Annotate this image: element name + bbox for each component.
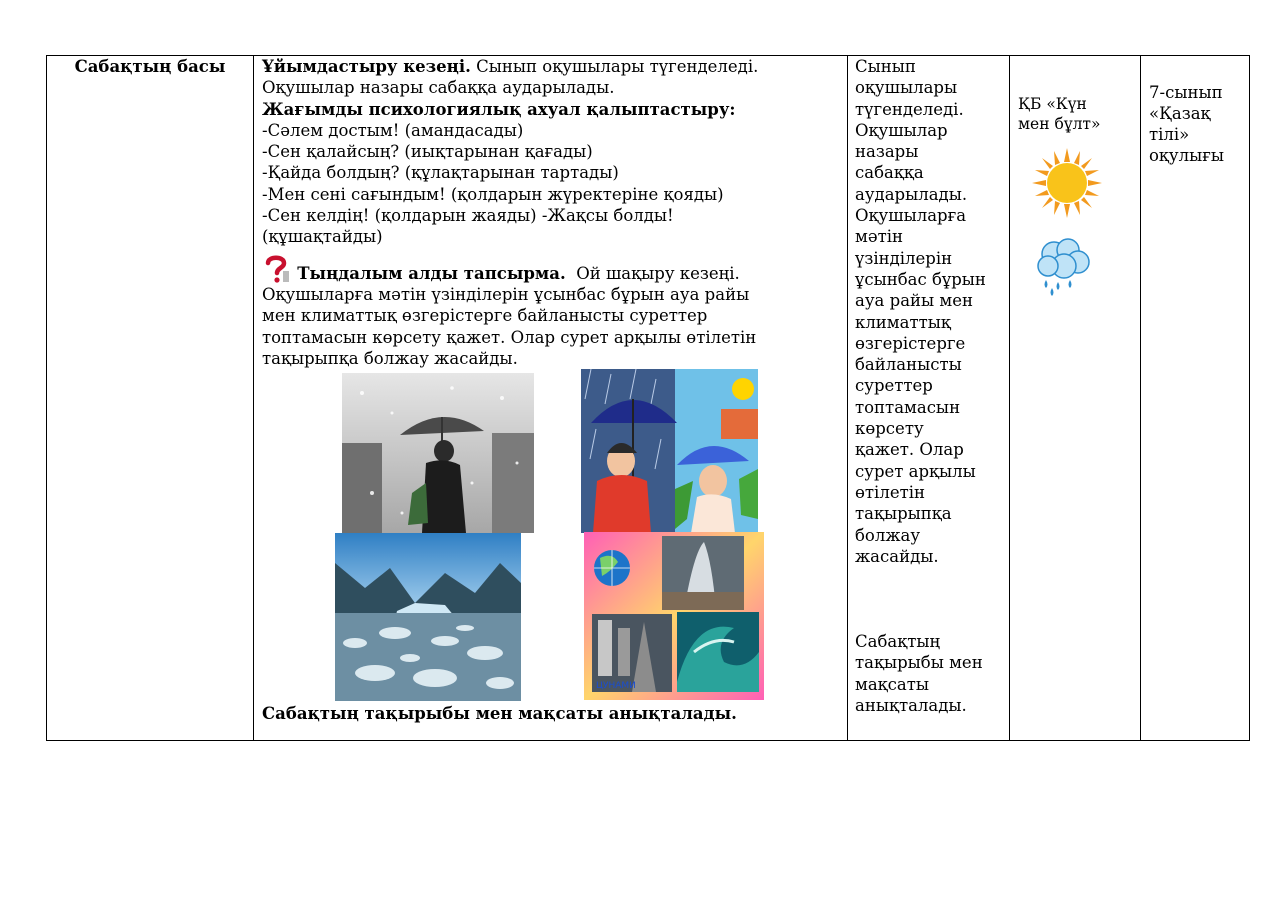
- collage-label: ЦУНАМИ: [596, 681, 636, 692]
- mid-line: аударылады.: [855, 184, 968, 204]
- task-line: Оқушыларға мәтін үзінділерін ұсынбас бұрын ауа райы: [262, 284, 750, 304]
- dialog-line: -Мен сені сағындым! (қолдарын жүректеріне қояды): [262, 184, 724, 204]
- disasters-collage: [584, 532, 764, 700]
- org-line: [262, 56, 839, 77]
- assessment-line: мен бұлт»: [1018, 115, 1101, 133]
- mid-line: Оқушыларға: [855, 206, 967, 226]
- mid-line: үзінділерін: [855, 248, 953, 268]
- psych-title: Жағымды психологиялық ахуал қалыптастыру:: [262, 99, 736, 119]
- mid-line: өзгерістерге: [855, 333, 966, 353]
- glacier-photo: [335, 533, 521, 701]
- dialog-line: -Қайда болдың? (құлақтарынан тартады): [262, 163, 619, 183]
- mid-line: сурет арқылы: [855, 461, 976, 481]
- weather-pictures: [262, 373, 839, 703]
- mid-line: Сабақтың: [855, 632, 941, 652]
- mid-line: назары: [855, 142, 919, 162]
- stage-title: Сабақтың басы: [74, 57, 226, 76]
- resource-line: 7-сынып: [1149, 83, 1223, 102]
- lesson-goal-text: Сабақтың тақырыбы мен мақсаты анықталады.: [262, 704, 737, 724]
- task-line: топтамасын көрсету қажет. Олар сурет арқылы өтілетін: [262, 327, 757, 347]
- lesson-plan-table: [46, 55, 1250, 741]
- task-intro: Ой шақыру кезеңі.: [576, 263, 740, 283]
- dialog-line: (құшақтайды): [262, 227, 383, 247]
- org-text: Сынып оқушылары түгенделеді.: [476, 57, 759, 76]
- resource-line: «Қазақ: [1149, 104, 1211, 123]
- sun-icon: [1030, 146, 1104, 220]
- mid-line: қажет. Олар: [855, 440, 964, 460]
- mid-line: оқушылары: [855, 78, 958, 98]
- snow-umbrella-photo: [342, 373, 534, 533]
- mid-line: ұсынбас бұрын: [855, 269, 986, 289]
- mid-line: топтамасын: [855, 397, 961, 417]
- mid-line: түгенделеді.: [855, 99, 964, 119]
- mid-line: көрсету: [855, 419, 924, 439]
- mid-line: мәтін: [855, 227, 904, 247]
- mid-line: суреттер: [855, 376, 933, 396]
- resource-line: оқулығы: [1149, 146, 1225, 165]
- mid-line: байланысты: [855, 355, 962, 375]
- task-block: [262, 254, 839, 369]
- assessment-line: ҚБ «Күн: [1018, 95, 1087, 113]
- dialog-line: -Сәлем достым! (амандасады): [262, 120, 524, 140]
- mid-line: ауа райы мен: [855, 291, 973, 311]
- assessment-cell: [1010, 56, 1141, 741]
- org-title: Ұйымдастыру кезеңі.: [262, 57, 471, 76]
- dialog-line: -Сен келдің! (қолдарын жаяды) -Жақсы болды!: [262, 206, 674, 226]
- question-mark-icon: [262, 254, 292, 284]
- task-line: мен климаттық өзгерістерге байланысты суреттер: [262, 306, 708, 326]
- task-title: Тыңдалым алды тапсырма.: [297, 263, 566, 283]
- rain-cloud-icon: [1032, 234, 1096, 298]
- rain-and-sun-illustration: [581, 369, 758, 533]
- mid-line: климаттық: [855, 312, 951, 332]
- stage-cell: [47, 56, 254, 741]
- mid-line: анықталады.: [855, 696, 967, 716]
- resource-line: тілі»: [1149, 125, 1190, 144]
- mid-line: жасайды.: [855, 546, 939, 566]
- main-activity-cell: [254, 56, 848, 741]
- teacher-activity-cell: [848, 56, 1010, 741]
- mid-line: болжау: [855, 525, 921, 545]
- mid-line: сабаққа: [855, 163, 924, 183]
- mid-line: өтілетін: [855, 482, 925, 502]
- resources-cell: [1141, 56, 1250, 741]
- table-row: [47, 56, 1250, 741]
- mid-line: мақсаты: [855, 674, 930, 694]
- mid-line: тақырыбы мен: [855, 653, 983, 673]
- dialog-line: -Сен қалайсың? (иықтарынан қағады): [262, 142, 593, 162]
- mid-line: тақырыпқа: [855, 504, 952, 524]
- mid-line: Сынып: [855, 57, 916, 76]
- mid-line: Оқушылар: [855, 120, 948, 140]
- org-line-2: Оқушылар назары сабаққа аударылады.: [262, 78, 615, 98]
- task-line: тақырыпқа болжау жасайды.: [262, 348, 518, 368]
